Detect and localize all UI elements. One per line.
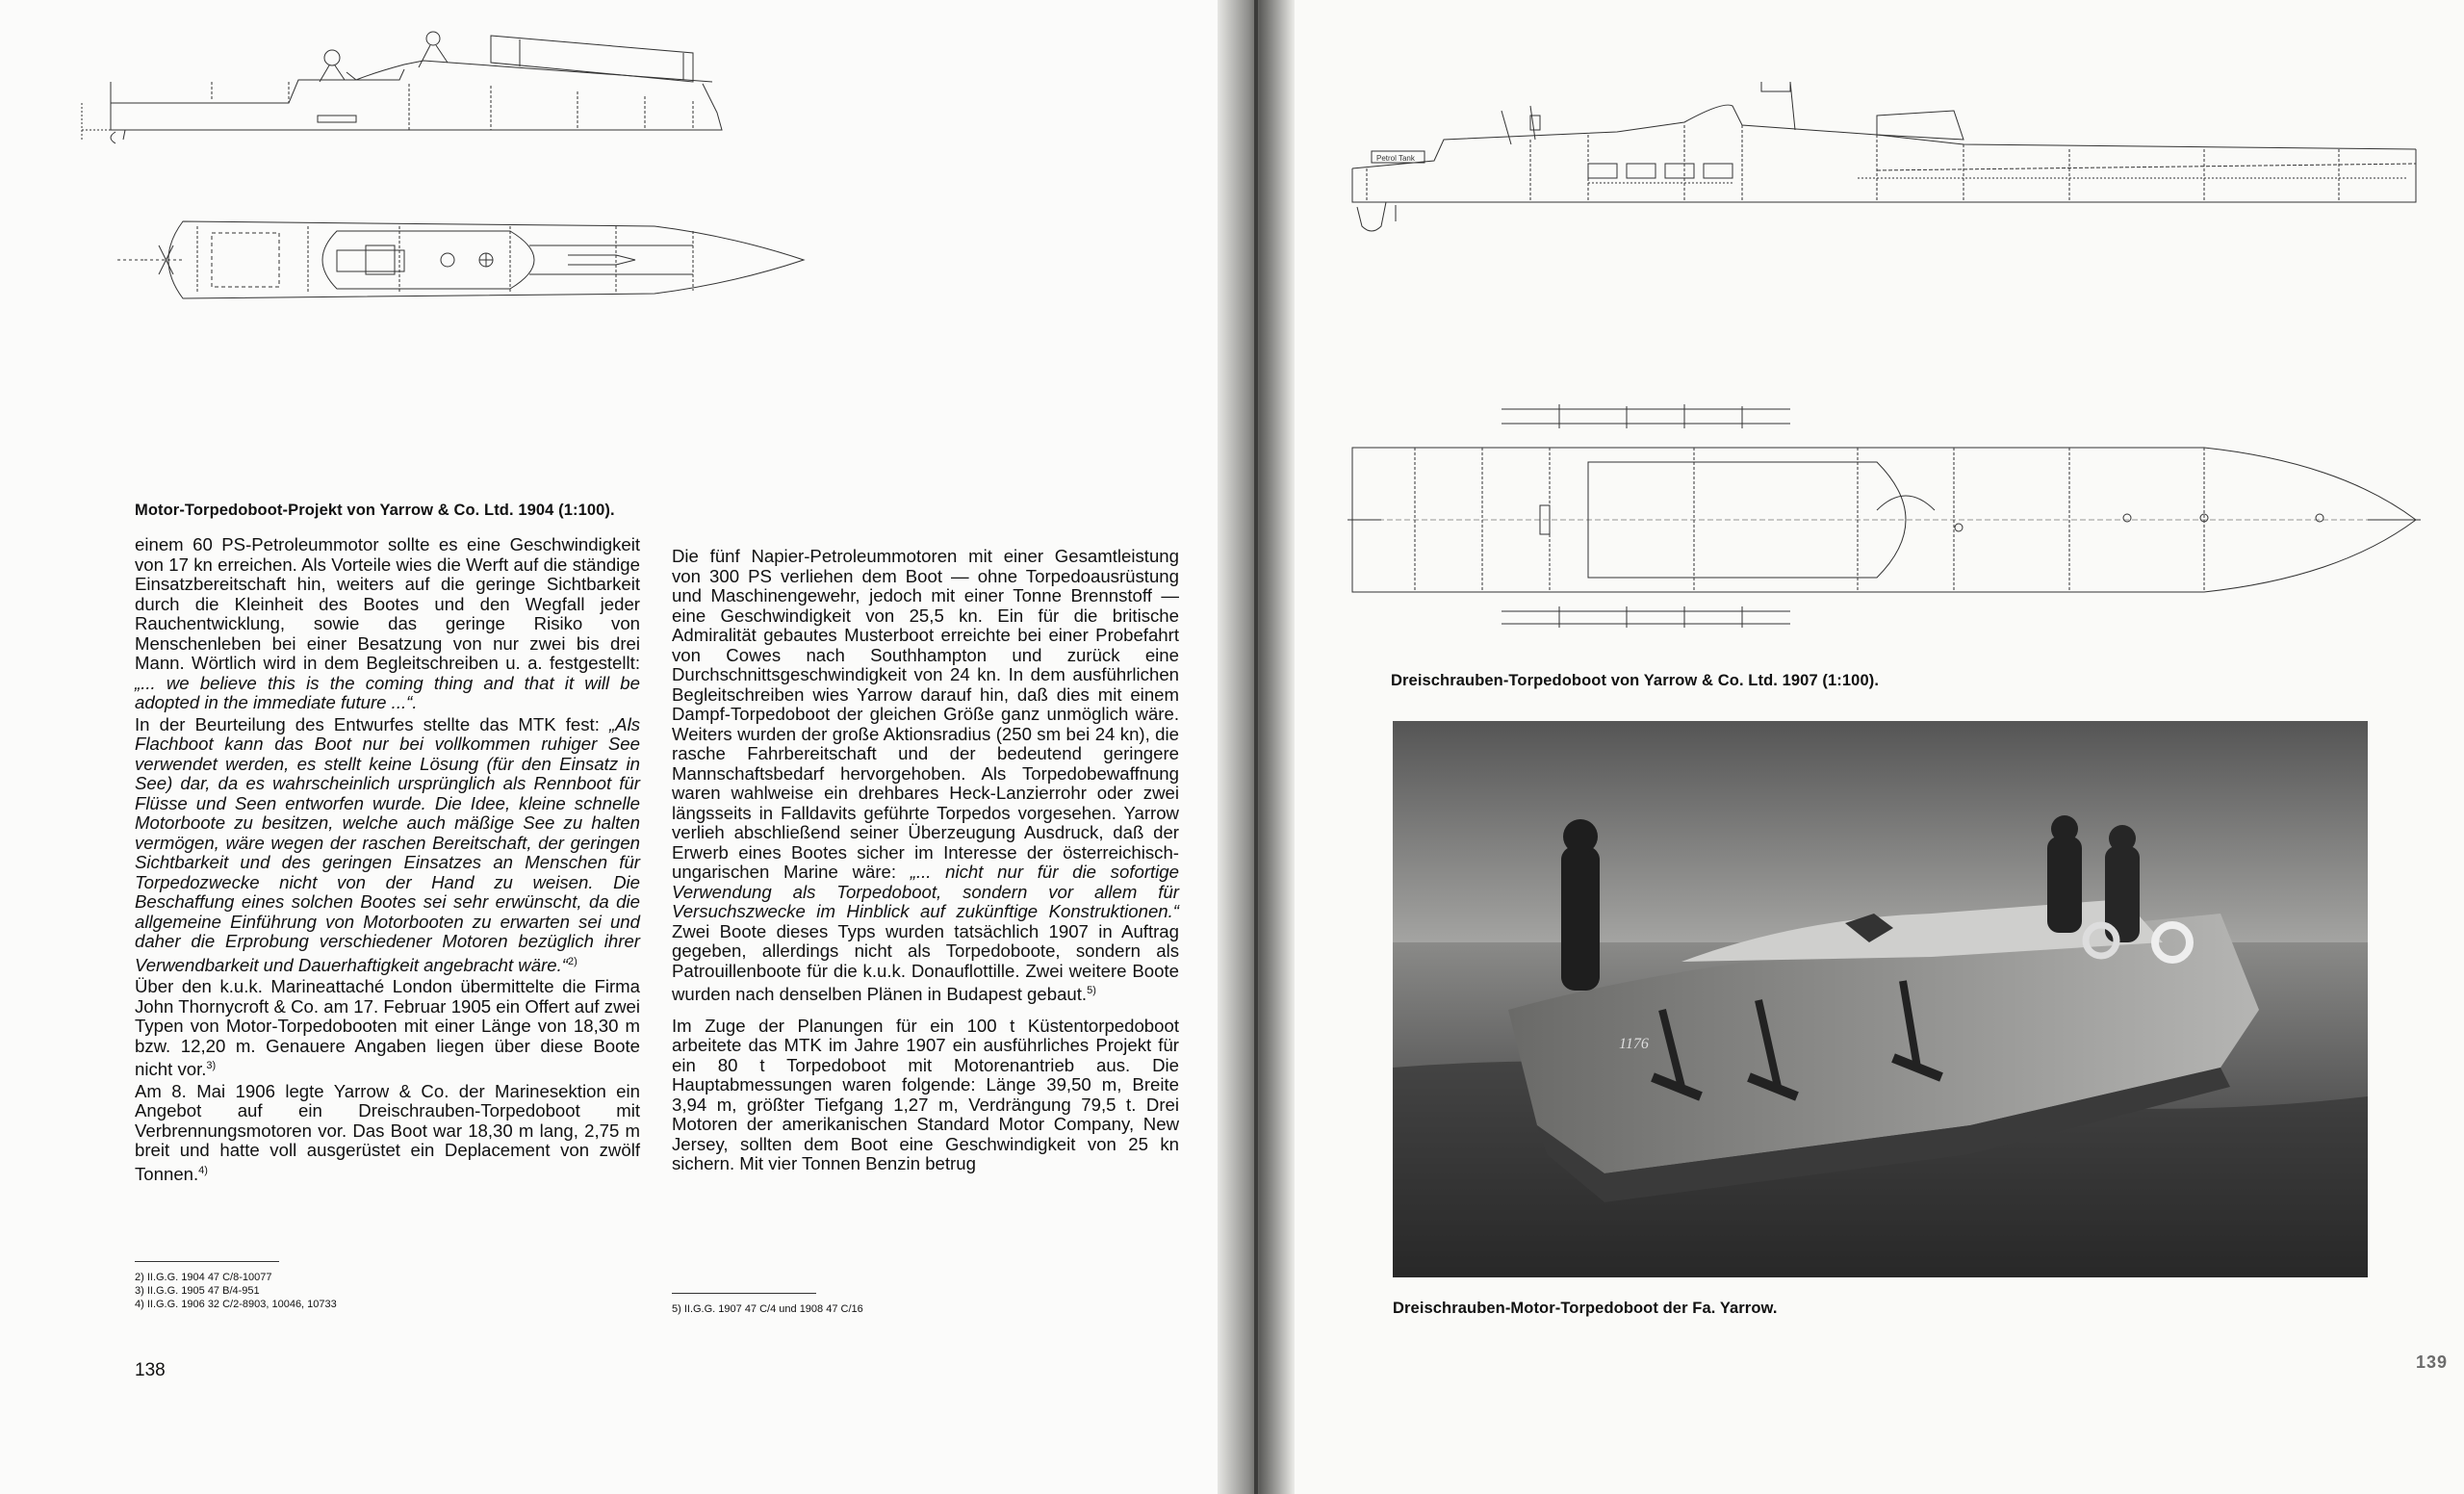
english-quote: „... we believe this is the coming thing and that it will be adopted in the immediate future ...“. xyxy=(135,672,640,712)
footnote-ref: 5) xyxy=(1087,985,1096,996)
mtk-quote: „Als Flachboot kann das Boot nur bei vollkommen ruhiger See verwendet werden, es stellt keine Lösung (für den Einsatz in See) dar, da es wahrscheinlich ursprünglich als Rennboot für Flüsse und Seen entworfen wurde. Die Idee, kleine schnelle Motorboote zu besitzen, welche auch mäßige See zu halten vermögen, wäre wegen der raschen Bereitschaft, der geringen Sichtbarkeit und des geringen Einsatzes an Menschen für Torpedozwecke nicht von der Hand zu weisen. Die Beschaffung eines solchen Bootes sei sehr erwünscht, da die allgemeine Einführung von Motorbooten zu erwarten sei und daher die Erprobung verschiedener Motoren bezüglich ihrer Verwendbarkeit und Dauerhaftigkeit angebracht wäre.“ xyxy=(135,713,640,975)
boat-photograph xyxy=(1393,721,2368,1277)
boat-plan-view-1904 xyxy=(116,202,808,308)
paragraph xyxy=(672,1017,1179,1174)
text-column-right xyxy=(672,547,1179,1174)
footnotes-left xyxy=(135,1271,337,1311)
footnote-rule xyxy=(135,1261,279,1262)
figure-caption-1904: Motor-Torpedoboot-Projekt von Yarrow & Co. Ltd. 1904 (1:100). xyxy=(135,502,615,519)
paragraph-text: einem 60 PS-Petroleummotor sollte es eine Geschwindigkeit von 17 kn erreichen. Als Vorteile wies die Werft auf die ständige Einsatzbereitschaft hin, weiters auf die geringe Sichtbarkeit durch die Kleinheit des Bootes und den Wegfall jeder Rauchentwicklung, sowie das geringe Risiko von Menschenleben bei einer Besatzung von nur zwei bis drei Mann. Wörtlich wird in dem Begleitschreiben u. a. festgestellt: xyxy=(135,534,640,673)
page-number-right: 139 xyxy=(2416,1352,2449,1372)
text-column-left xyxy=(135,535,640,1185)
yarrow-quote: „... nicht nur für die sofortige Verwendung als Torpedoboot, sondern vor allem für Versuchszwecke im Hinblick auf zukünftige Konstruktionen.“ xyxy=(672,862,1179,921)
paragraph xyxy=(135,535,640,713)
footnote-ref: 3) xyxy=(206,1060,217,1072)
left-page xyxy=(0,0,1218,1494)
figure-caption-1907-drawing: Dreischrauben-Torpedoboot von Yarrow & Co. Ltd. 1907 (1:100). xyxy=(1391,672,1879,689)
paragraph-text: Über den k.u.k. Marineattaché London übermittelte die Firma John Thornycroft & Co. am 17. Februar 1905 ein Offert auf zwei Typen von Motor-Torpedobooten mit einer Länge von 18,30 m bzw. 12,20 m. Genauere Angaben liegen über diese Boote nicht vor. xyxy=(135,976,640,1080)
hull-number: 1176 xyxy=(1619,1036,1649,1052)
paragraph xyxy=(135,1082,640,1185)
figure-caption-photo: Dreischrauben-Motor-Torpedoboot der Fa. Yarrow. xyxy=(1393,1300,1778,1317)
footnote: 2) II.G.G. 1904 47 C/8-10077 xyxy=(135,1272,272,1283)
paragraph-text: Die fünf Napier-Petroleummotoren mit einer Gesamtleistung von 300 PS verliehen dem Boot — ohne Torpedoausrüstung und Maschinengewehr, jedoch mit einer Tonne Brennstoff — eine Geschwindigkeit von 25,5 kn. Ein für die britische Admiralität gebautes Musterboot erreichte bei einer Probefahrt von Cowes nach Southhampton und zurück eine Durchschnittsgeschwindigkeit von 24 kn. In dem ausführlichen Begleitschreiben wies Yarrow darauf hin, daß dies mit einem Dampf-Torpedoboot der gleichen Größe ganz unmöglich wäre. Weiters wurden der große Aktionsradius (250 sm bei 24 kn), die rasche Fahrbereitschaft und der bedeutend geringere Mannschaftsbedarf hervorgehoben. Als Torpedobewaffnung waren wahlweise ein drehbares Heck-Lanzierrohr oder zwei längsseits in Falldavits geführte Torpedos vorgesehen. Yarrow verlieh abschließend seiner Überzeugung Ausdruck, daß der Erwerb eines Bootes sicher im Interesse der österreichisch-ungarischen Marine wäre: xyxy=(672,546,1179,882)
right-page xyxy=(1295,0,2464,1494)
drawing-label-petrol-tank: Petrol Tank xyxy=(1376,154,1415,163)
paragraph xyxy=(135,977,640,1080)
paragraph-text: Am 8. Mai 1906 legte Yarrow & Co. der Marinesektion ein Angebot auf ein Dreischrauben-Torpedoboot mit Verbrennungsmotoren vor. Das Boot war 18,30 m lang, 2,75 m breit und hatte voll ausgerüstet ein Deplacement von zwölf Tonnen. xyxy=(135,1080,640,1185)
paragraph-text: Zwei Boote dieses Typs wurden tatsächlich 1907 in Auftrag gegeben, allerdings nicht als Torpedoboote, sondern als Patrouillenboote für die k.u.k. Donauflottille. Zwei weitere Boote wurden nach denselben Plänen in Budapest gebaut. xyxy=(672,920,1179,1005)
footnote: 5) II.G.G. 1907 47 C/4 und 1908 47 C/16 xyxy=(672,1303,863,1315)
footnote-ref: 4) xyxy=(198,1164,208,1176)
boat-side-elevation-1907 xyxy=(1338,82,2426,337)
paragraph-text: In der Beurteilung des Entwurfes stellte das MTK fest: xyxy=(135,713,609,734)
footnote-rule xyxy=(672,1293,816,1294)
paragraph-text: Im Zuge der Planungen für ein 100 t Küstentorpedoboot arbeitete das MTK im Jahre 1907 ein ausführliches Projekt für ein 80 t Torpedoboot mit Motorenantrieb aus. Die Hauptabmessungen waren folgende: Länge 39,50 m, Breite 3,94 m, größter Tiefgang 1,27 m, Verdrängung 79,5 t. Drei Motoren der amerikanischen Standard Motor Company, New Jersey, sollten dem Boot eine Geschwindigkeit von 25 kn sichern. Mit vier Tonnen Benzin betrug xyxy=(672,1015,1179,1174)
boat-plan-view-1907 xyxy=(1338,404,2426,650)
footnote: 4) II.G.G. 1906 32 C/2-8903, 10046, 10733 xyxy=(135,1299,337,1310)
page-number-left: 138 xyxy=(135,1360,166,1380)
paragraph xyxy=(672,547,1179,1005)
footnotes-right xyxy=(672,1302,863,1316)
paragraph xyxy=(135,715,640,976)
footnote: 3) II.G.G. 1905 47 B/4-951 xyxy=(135,1285,260,1297)
boat-side-elevation-1904 xyxy=(67,24,760,149)
gutter-fold xyxy=(1254,0,1258,1494)
book-gutter xyxy=(1218,0,1295,1494)
footnote-ref: 2) xyxy=(567,955,578,967)
